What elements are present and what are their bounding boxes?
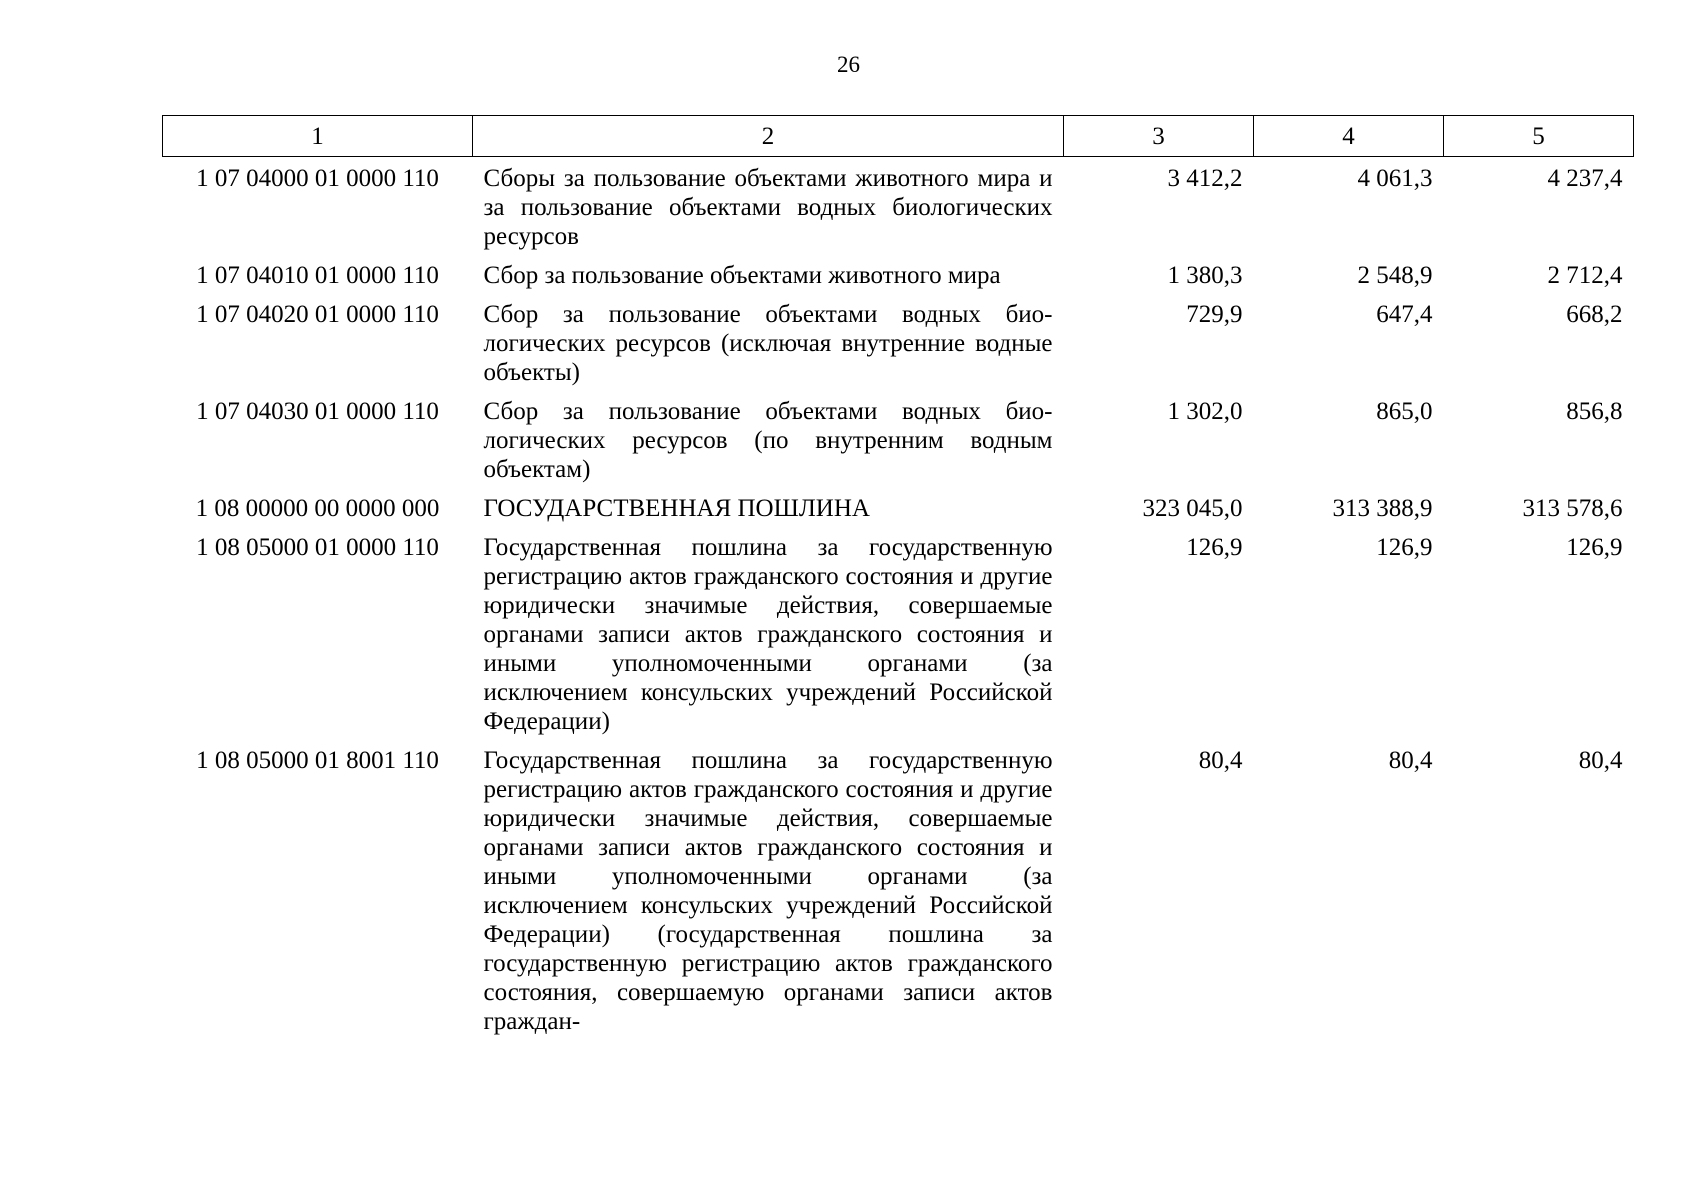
row-value-3: 126,9 <box>1186 534 1243 561</box>
table-row <box>163 157 1634 262</box>
row-value-3: 1 380,3 <box>1167 262 1243 289</box>
row-value-4: 2 548,9 <box>1357 262 1433 289</box>
row-value-3: 3 412,2 <box>1167 165 1243 192</box>
row-name: Государственная пошлина за государственную регистрацию актов гражданского состояния и другие юридически значимые действия, совершаемые органами записи актов гражданского состояния и иными уполномоченными органами (за исключением консульских учреждений Российской Федерации) <box>483 534 1053 735</box>
row-name: Государственная пошлина за государственную регистрацию актов гражданского состояния и другие юридически значимые действия, совершаемые органами записи актов гражданского состояния и иными уполномоченными органами (за исключением консульских учреждений Российской Федерации) (государственная пошлина за государственную регистрацию актов гражданского состояния, совершаемую органами записи актов граждан- <box>483 747 1053 1035</box>
row-value-3: 1 302,0 <box>1167 398 1243 425</box>
row-value-5: 2 712,4 <box>1547 262 1623 289</box>
table-row <box>163 746 1634 1046</box>
header-cell-value-3: 3 <box>1064 116 1254 157</box>
header-cell-value-4: 4 <box>1254 116 1444 157</box>
row-value-5: 668,2 <box>1566 301 1623 328</box>
row-value-4: 80,4 <box>1388 747 1433 774</box>
row-value-3: 80,4 <box>1198 747 1243 774</box>
header-row <box>163 116 1634 157</box>
row-code: 1 08 05000 01 0000 110 <box>196 534 439 561</box>
header-cell-value-5: 5 <box>1444 116 1634 157</box>
row-name: Сбор за пользование объектами водных биологических ресурсов (по внутренним водным объектам) <box>483 398 1053 483</box>
row-value-3: 729,9 <box>1186 301 1243 328</box>
row-value-3: 323 045,0 <box>1142 495 1243 522</box>
row-code: 1 07 04010 01 0000 110 <box>196 262 439 289</box>
row-value-4: 313 388,9 <box>1332 495 1433 522</box>
page-number: 26 <box>837 52 860 77</box>
table-row <box>163 494 1634 533</box>
row-value-4: 647,4 <box>1376 301 1433 328</box>
row-name: ГОСУДАРСТВЕННАЯ ПОШЛИНА <box>483 495 870 522</box>
table-body <box>163 157 1634 1047</box>
row-value-5: 4 237,4 <box>1547 165 1623 192</box>
row-value-5: 313 578,6 <box>1522 495 1623 522</box>
table-header <box>163 116 1634 157</box>
row-name: Сбор за пользование объектами животного мира <box>483 262 1001 289</box>
row-name: Сбор за пользование объектами водных биологических ресурсов (исключая внутренние водные объекты) <box>483 301 1053 386</box>
row-code: 1 08 00000 00 0000 000 <box>195 495 440 522</box>
row-value-4: 126,9 <box>1376 534 1433 561</box>
row-value-4: 4 061,3 <box>1357 165 1433 192</box>
budget-revenue-table <box>162 115 1634 1046</box>
table-row <box>163 300 1634 397</box>
row-code: 1 07 04000 01 0000 110 <box>196 165 439 192</box>
row-code: 1 08 05000 01 8001 110 <box>196 747 439 774</box>
table-row <box>163 397 1634 494</box>
header-cell-code: 1 <box>163 116 473 157</box>
row-value-4: 865,0 <box>1376 398 1433 425</box>
row-name: Сборы за пользование объектами животного мира и за пользование объектами водных биологических ресурсов <box>483 165 1053 250</box>
table-row <box>163 261 1634 300</box>
table-row <box>163 533 1634 746</box>
row-code: 1 07 04020 01 0000 110 <box>196 301 439 328</box>
row-value-5: 856,8 <box>1566 398 1623 425</box>
row-code: 1 07 04030 01 0000 110 <box>196 398 439 425</box>
row-value-5: 80,4 <box>1578 747 1623 774</box>
row-value-5: 126,9 <box>1566 534 1623 561</box>
header-cell-name: 2 <box>473 116 1064 157</box>
